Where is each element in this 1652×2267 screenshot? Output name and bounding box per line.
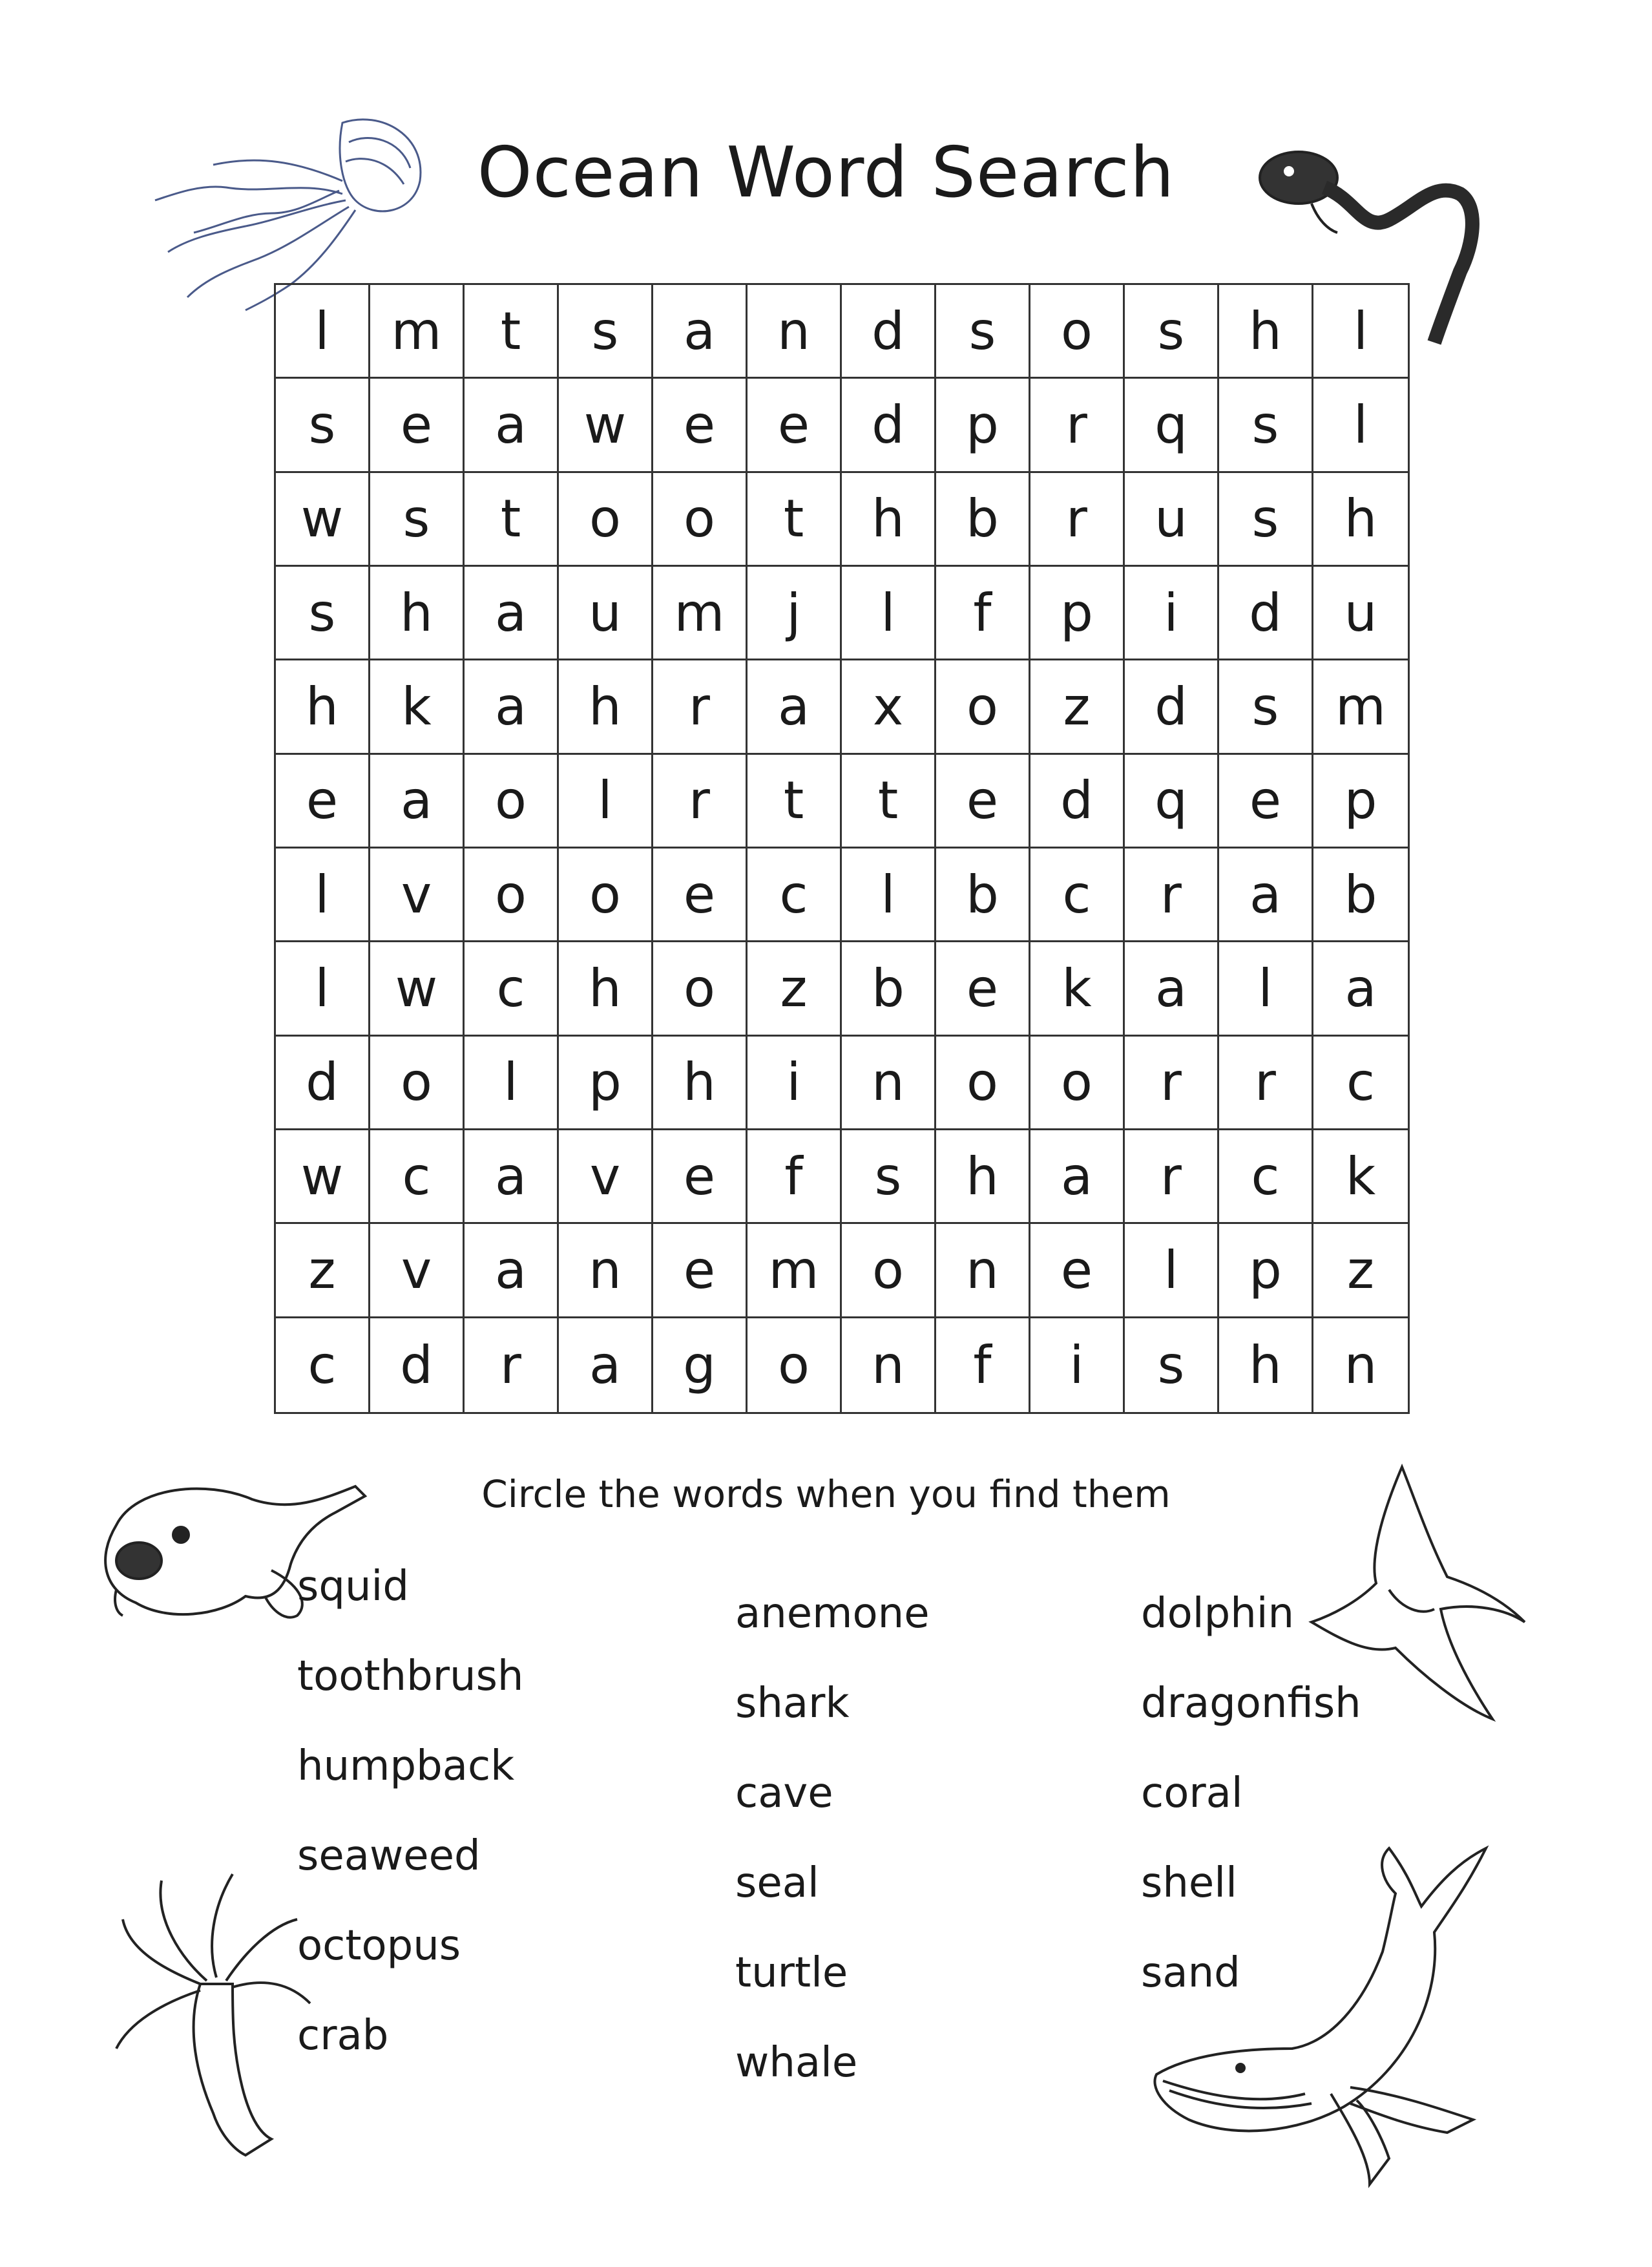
grid-cell[interactable]: e — [370, 379, 465, 472]
grid-cell[interactable]: o — [559, 473, 653, 567]
grid-cell[interactable]: c — [276, 1318, 370, 1412]
grid-cell[interactable]: t — [465, 285, 559, 379]
grid-cell[interactable]: p — [1219, 1224, 1313, 1318]
grid-cell[interactable]: b — [936, 849, 1030, 942]
word-list-item: sand — [1141, 1949, 1240, 1997]
grid-cell[interactable]: w — [276, 1130, 370, 1224]
grid-cell[interactable]: h — [559, 942, 653, 1036]
squid-illustration — [103, 1855, 317, 2158]
grid-cell[interactable]: a — [465, 1224, 559, 1318]
grid-cell[interactable]: l — [559, 755, 653, 849]
grid-cell[interactable]: n — [842, 1318, 936, 1412]
grid-cell[interactable]: w — [370, 942, 465, 1036]
grid-cell[interactable]: r — [1125, 849, 1219, 942]
grid-cell[interactable]: s — [936, 285, 1030, 379]
grid-cell[interactable]: l — [276, 849, 370, 942]
grid-cell[interactable]: p — [1313, 755, 1408, 849]
word-search-grid — [274, 283, 1410, 1414]
grid-cell[interactable]: s — [1219, 473, 1313, 567]
word-list-column-1 — [297, 1564, 523, 2103]
grid-cell[interactable]: c — [465, 942, 559, 1036]
grid-cell[interactable]: k — [1313, 1130, 1408, 1224]
grid-cell[interactable]: h — [1219, 285, 1313, 379]
grid-cell[interactable]: l — [276, 942, 370, 1036]
grid-cell[interactable]: u — [559, 567, 653, 660]
grid-cell[interactable]: o — [653, 473, 748, 567]
grid-cell[interactable]: r — [653, 755, 748, 849]
grid-cell[interactable]: r — [1125, 1037, 1219, 1130]
grid-cell[interactable]: o — [936, 660, 1030, 754]
grid-cell[interactable]: c — [748, 849, 842, 942]
grid-cell[interactable]: q — [1125, 379, 1219, 472]
grid-cell[interactable]: l — [1313, 285, 1408, 379]
grid-cell[interactable]: s — [1125, 285, 1219, 379]
grid-cell[interactable]: r — [1125, 1130, 1219, 1224]
grid-cell[interactable]: l — [842, 567, 936, 660]
grid-cell[interactable]: t — [748, 755, 842, 849]
grid-cell[interactable]: u — [1125, 473, 1219, 567]
grid-cell[interactable]: z — [276, 1224, 370, 1318]
grid-cell[interactable]: d — [1030, 755, 1125, 849]
word-list-item: dolphin — [1141, 1590, 1295, 1638]
grid-cell[interactable]: e — [748, 379, 842, 472]
grid-cell[interactable]: o — [465, 849, 559, 942]
grid-cell[interactable]: l — [842, 849, 936, 942]
grid-cell[interactable]: a — [653, 285, 748, 379]
grid-cell[interactable]: m — [370, 285, 465, 379]
grid-cell[interactable]: t — [842, 755, 936, 849]
grid-cell[interactable]: d — [842, 285, 936, 379]
grid-cell[interactable]: i — [748, 1037, 842, 1130]
grid-cell[interactable]: e — [653, 849, 748, 942]
grid-cell[interactable]: h — [842, 473, 936, 567]
grid-cell[interactable]: w — [276, 473, 370, 567]
grid-cell[interactable]: h — [936, 1130, 1030, 1224]
grid-cell[interactable]: s — [276, 567, 370, 660]
grid-cell[interactable]: o — [1030, 285, 1125, 379]
grid-cell[interactable]: i — [1125, 567, 1219, 660]
grid-cell[interactable]: x — [842, 660, 936, 754]
grid-cell[interactable]: d — [842, 379, 936, 472]
grid-cell[interactable]: b — [1313, 849, 1408, 942]
grid-cell[interactable]: p — [1030, 567, 1125, 660]
grid-cell[interactable]: a — [370, 755, 465, 849]
grid-cell[interactable]: f — [936, 1318, 1030, 1412]
page-title: Ocean Word Search — [477, 132, 1175, 213]
grid-cell[interactable]: l — [1313, 379, 1408, 472]
grid-cell[interactable]: v — [559, 1130, 653, 1224]
grid-cell[interactable]: a — [1313, 942, 1408, 1036]
instruction-text: Circle the words when you find them — [481, 1472, 1171, 1516]
grid-cell[interactable]: c — [1030, 849, 1125, 942]
grid-cell[interactable]: b — [936, 473, 1030, 567]
grid-cell[interactable]: v — [370, 1224, 465, 1318]
word-list-item: seal — [735, 1859, 819, 1907]
grid-cell[interactable]: s — [842, 1130, 936, 1224]
grid-cell[interactable]: r — [1030, 473, 1125, 567]
grid-cell[interactable]: a — [465, 660, 559, 754]
grid-cell[interactable]: n — [559, 1224, 653, 1318]
grid-cell[interactable]: e — [936, 755, 1030, 849]
grid-cell[interactable]: h — [653, 1037, 748, 1130]
grid-cell[interactable]: a — [465, 567, 559, 660]
word-list-item: seaweed — [297, 1832, 481, 1880]
grid-cell[interactable]: e — [653, 1224, 748, 1318]
word-list-item: dragonfish — [1141, 1680, 1361, 1727]
grid-cell[interactable]: a — [465, 379, 559, 472]
grid-cell[interactable]: s — [1219, 379, 1313, 472]
word-list-item: humpback — [297, 1742, 515, 1790]
word-list-column-2 — [735, 1591, 930, 2130]
grid-cell[interactable]: s — [276, 379, 370, 472]
grid-cell[interactable]: o — [1030, 1037, 1125, 1130]
grid-cell[interactable]: e — [936, 942, 1030, 1036]
grid-cell[interactable]: s — [1219, 660, 1313, 754]
word-list-item: coral — [1141, 1769, 1243, 1817]
grid-cell[interactable]: g — [653, 1318, 748, 1412]
grid-cell[interactable]: o — [748, 1318, 842, 1412]
grid-cell[interactable]: r — [465, 1318, 559, 1412]
grid-cell[interactable]: h — [276, 660, 370, 754]
grid-cell[interactable]: h — [370, 567, 465, 660]
grid-cell[interactable]: p — [936, 379, 1030, 472]
grid-cell[interactable]: e — [276, 755, 370, 849]
grid-cell[interactable]: k — [1030, 942, 1125, 1036]
grid-cell[interactable]: r — [1219, 1037, 1313, 1130]
grid-cell[interactable]: z — [1313, 1224, 1408, 1318]
word-list-column-3 — [1141, 1591, 1361, 2040]
grid-cell[interactable]: a — [748, 660, 842, 754]
grid-cell[interactable]: s — [1125, 1318, 1219, 1412]
grid-cell[interactable]: a — [1125, 942, 1219, 1036]
grid-cell[interactable]: f — [748, 1130, 842, 1224]
grid-cell[interactable]: b — [842, 942, 936, 1036]
grid-cell[interactable]: o — [936, 1037, 1030, 1130]
grid-cell[interactable]: u — [1313, 567, 1408, 660]
grid-cell[interactable]: l — [1219, 942, 1313, 1036]
grid-cell[interactable]: p — [559, 1037, 653, 1130]
grid-cell[interactable]: e — [653, 1130, 748, 1224]
grid-cell[interactable]: f — [936, 567, 1030, 660]
grid-cell[interactable]: a — [559, 1318, 653, 1412]
grid-cell[interactable]: v — [370, 849, 465, 942]
grid-cell[interactable]: a — [465, 1130, 559, 1224]
grid-cell[interactable]: o — [465, 755, 559, 849]
grid-cell[interactable]: m — [748, 1224, 842, 1318]
grid-cell[interactable]: o — [842, 1224, 936, 1318]
grid-cell[interactable]: s — [559, 285, 653, 379]
grid-cell[interactable]: a — [1030, 1130, 1125, 1224]
grid-cell[interactable]: l — [276, 285, 370, 379]
word-list-item: toothbrush — [297, 1652, 524, 1700]
word-list-item: whale — [735, 2039, 858, 2087]
grid-cell[interactable]: t — [465, 473, 559, 567]
grid-cell[interactable]: d — [1219, 567, 1313, 660]
grid-cell[interactable]: k — [370, 660, 465, 754]
word-list-item: octopus — [297, 1922, 461, 1970]
grid-cell[interactable]: d — [276, 1037, 370, 1130]
grid-cell[interactable]: o — [370, 1037, 465, 1130]
word-list-item: shell — [1141, 1859, 1237, 1907]
grid-cell[interactable]: s — [370, 473, 465, 567]
grid-cell[interactable]: l — [465, 1037, 559, 1130]
grid-cell[interactable]: z — [748, 942, 842, 1036]
grid-cell[interactable]: d — [370, 1318, 465, 1412]
grid-cell[interactable]: j — [748, 567, 842, 660]
grid-cell[interactable]: l — [1125, 1224, 1219, 1318]
grid-cell[interactable]: o — [653, 942, 748, 1036]
grid-cell[interactable]: h — [1219, 1318, 1313, 1412]
grid-cell[interactable]: m — [1313, 660, 1408, 754]
grid-cell[interactable]: q — [1125, 755, 1219, 849]
grid-cell[interactable]: e — [1219, 755, 1313, 849]
grid-cell[interactable]: n — [936, 1224, 1030, 1318]
grid-cell[interactable]: w — [559, 379, 653, 472]
word-list-item: shark — [735, 1680, 850, 1727]
grid-cell[interactable]: z — [1030, 660, 1125, 754]
grid-cell[interactable]: m — [653, 567, 748, 660]
grid-cell[interactable]: i — [1030, 1318, 1125, 1412]
grid-cell[interactable]: e — [653, 379, 748, 472]
grid-cell[interactable]: r — [1030, 379, 1125, 472]
word-list-item: cave — [735, 1769, 833, 1817]
grid-cell[interactable]: n — [1344, 1334, 1377, 1395]
word-list-item: crab — [297, 2012, 389, 2060]
grid-cell[interactable]: c — [1219, 1130, 1313, 1224]
grid-cell[interactable]: e — [1030, 1224, 1125, 1318]
grid-cell[interactable]: c — [370, 1130, 465, 1224]
grid-cell[interactable]: c — [1313, 1037, 1408, 1130]
grid-cell[interactable]: a — [1219, 849, 1313, 942]
word-list-item: anemone — [735, 1590, 930, 1638]
grid-cell[interactable]: n — [842, 1037, 936, 1130]
word-list-item: squid — [297, 1563, 409, 1610]
word-list-item: turtle — [735, 1949, 848, 1997]
grid-cell[interactable]: h — [1313, 473, 1408, 567]
grid-cell[interactable]: r — [653, 660, 748, 754]
grid-cell[interactable]: n — [748, 285, 842, 379]
grid-cell[interactable]: d — [1125, 660, 1219, 754]
grid-cell[interactable]: o — [559, 849, 653, 942]
grid-cell[interactable]: h — [559, 660, 653, 754]
grid-cell[interactable]: t — [748, 473, 842, 567]
